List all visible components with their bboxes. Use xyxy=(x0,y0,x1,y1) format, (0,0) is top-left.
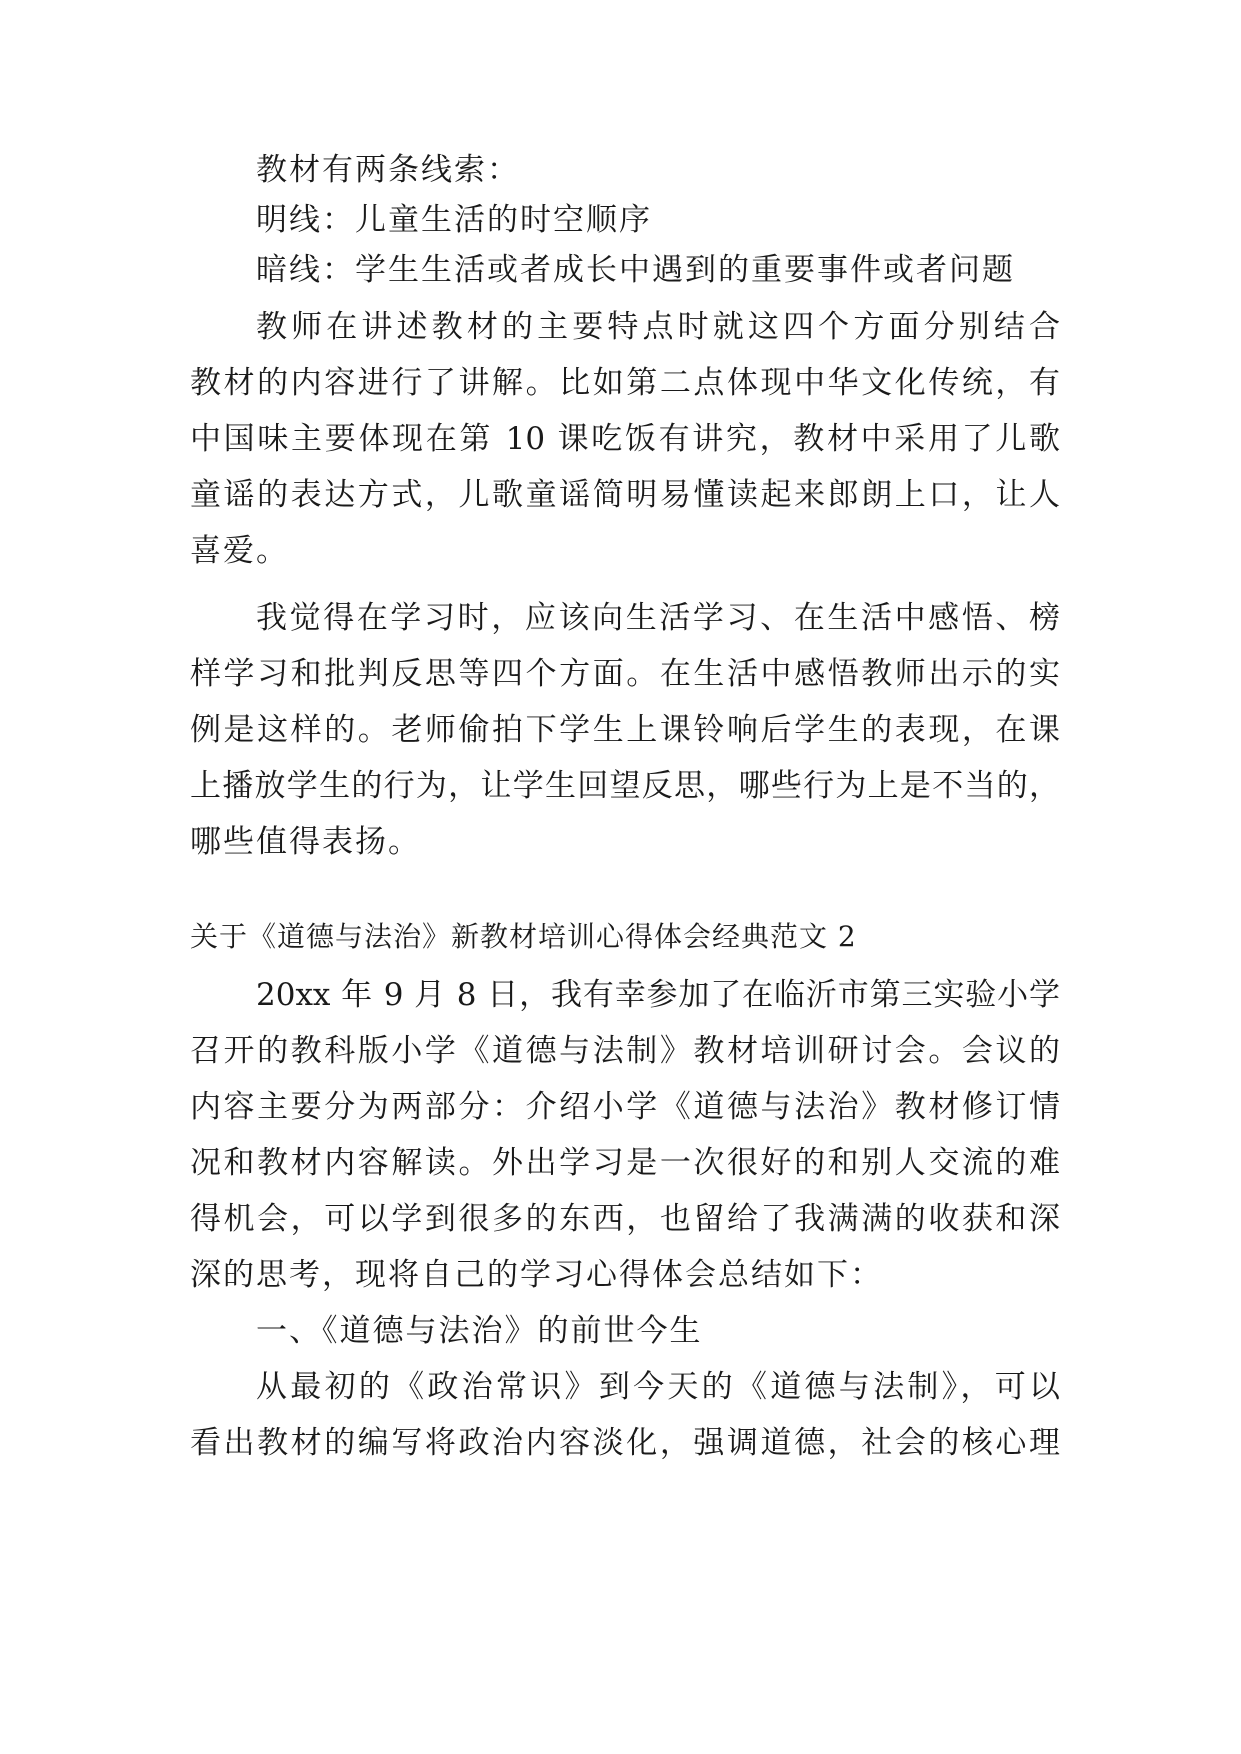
paragraph-line: 哪些值得表扬。 xyxy=(190,824,421,860)
paragraph-line: 况和教材内容解读。外出学习是一次很好的和别人交流的难 xyxy=(190,1145,1060,1181)
text-line: 教材有两条线索： xyxy=(256,152,520,188)
paragraph-line: 样学习和批判反思等四个方面。在生活中感悟教师出示的实 xyxy=(190,656,1060,692)
paragraph-line: 内容主要分为两部分：介绍小学《道德与法治》教材修订情 xyxy=(190,1089,1060,1125)
text-line: 暗线：学生生活或者成长中遇到的重要事件或者问题 xyxy=(256,252,1015,288)
paragraph-line: 深的思考，现将自己的学习心得体会总结如下： xyxy=(190,1257,883,1293)
paragraph-line: 得机会，可以学到很多的东西，也留给了我满满的收获和深 xyxy=(190,1201,1060,1237)
paragraph-line: 上播放学生的行为，让学生回望反思，哪些行为上是不当的， xyxy=(190,768,1060,804)
paragraph-line: 童谣的表达方式，儿歌童谣简明易懂读起来郎朗上口，让人 xyxy=(190,477,1060,513)
paragraph-line: 我觉得在学习时，应该向生活学习、在生活中感悟、榜 xyxy=(256,600,1060,636)
paragraph-line: 例是这样的。老师偷拍下学生上课铃响后学生的表现，在课 xyxy=(190,712,1060,748)
paragraph-line: 召开的教科版小学《道德与法制》教材培训研讨会。会议的 xyxy=(190,1033,1060,1069)
paragraph-line: 中国味主要体现在第 10 课吃饭有讲究，教材中采用了儿歌 xyxy=(190,421,1060,457)
paragraph-line: 喜爱。 xyxy=(190,533,289,569)
text-line: 明线：儿童生活的时空顺序 xyxy=(256,202,652,238)
paragraph-line: 看出教材的编写将政治内容淡化，强调道德，社会的核心理 xyxy=(190,1425,1060,1461)
section-title: 关于《道德与法治》新教材培训心得体会经典范文 2 xyxy=(190,920,857,953)
paragraph-line: 20xx 年 9 月 8 日，我有幸参加了在临沂市第三实验小学 xyxy=(256,977,1060,1013)
paragraph-line: 教材的内容进行了讲解。比如第二点体现中华文化传统，有 xyxy=(190,365,1060,401)
paragraph-line: 从最初的《政治常识》到今天的《道德与法制》，可以 xyxy=(256,1369,1060,1405)
subheading: 一、《道德与法治》的前世今生 xyxy=(256,1313,703,1349)
paragraph-line: 教师在讲述教材的主要特点时就这四个方面分别结合 xyxy=(256,309,1060,345)
